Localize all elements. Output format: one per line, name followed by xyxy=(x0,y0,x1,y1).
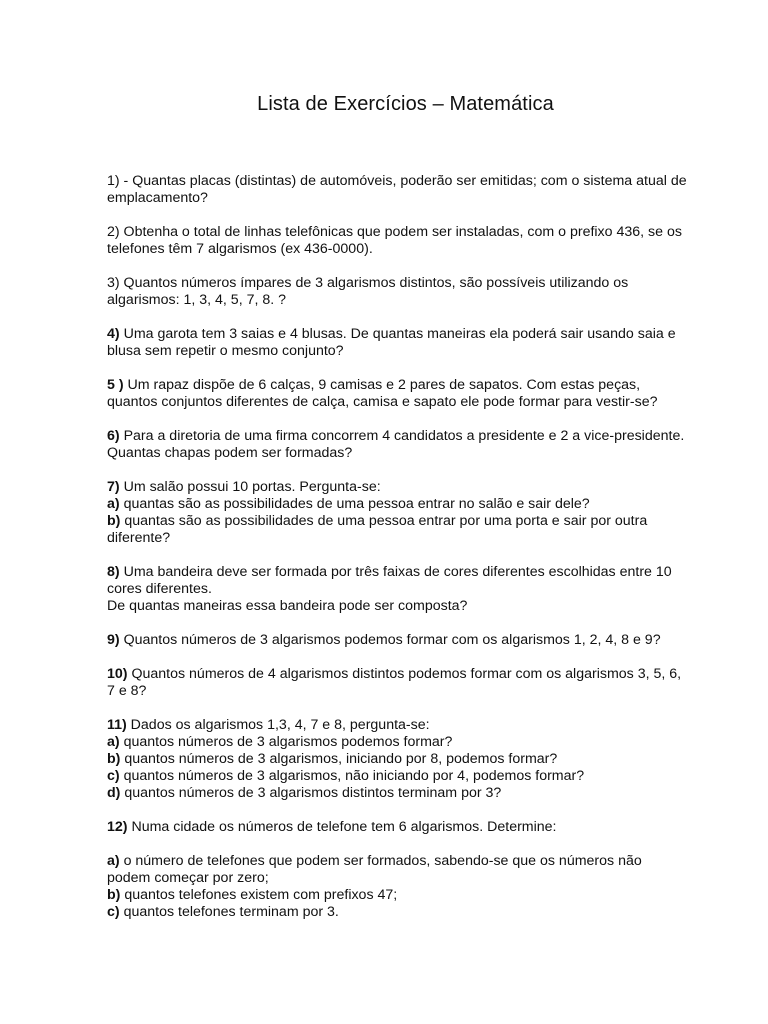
question-text: quantos telefones terminam por 3. xyxy=(119,904,339,920)
question-line xyxy=(107,428,688,462)
question-line xyxy=(107,275,688,309)
question-8 xyxy=(107,564,688,615)
question-line xyxy=(107,496,688,513)
question-text: Um rapaz dispõe de 6 calças, 9 camisas e 2 pares de sapatos. Com estas peças, quantos conjuntos diferentes de calça, camisa e sapato ele pode formar para vestir-se? xyxy=(107,377,658,410)
question-line xyxy=(107,666,688,700)
question-text: Uma garota tem 3 saias e 4 blusas. De quantas maneiras ela poderá sair usando saia e blusa sem repetir o mesmo conjunto? xyxy=(107,326,680,359)
question-line xyxy=(107,887,688,904)
question-5 xyxy=(107,377,688,411)
question-text: quantos números de 3 algarismos distintos terminam por 3? xyxy=(120,785,502,801)
item-label: c) xyxy=(107,768,120,784)
question-4 xyxy=(107,326,688,360)
question-line xyxy=(107,768,688,785)
question-line xyxy=(107,734,688,751)
question-line xyxy=(107,785,688,802)
question-line xyxy=(107,632,688,649)
question-7 xyxy=(107,479,688,547)
question-text: o número de telefones que podem ser formados, sabendo-se que os números não podem começar por zero; xyxy=(107,853,646,886)
question-line xyxy=(107,717,688,734)
question-text: quantos números de 3 algarismos, não iniciando por 4, podemos formar? xyxy=(119,768,585,784)
question-number: 11) xyxy=(107,717,127,733)
question-line xyxy=(107,224,688,258)
question-10 xyxy=(107,666,688,700)
question-text: Quantos números de 4 algarismos distintos podemos formar com os algarismos 3, 5, 6, 7 e 8? xyxy=(107,666,686,699)
question-line xyxy=(107,819,688,836)
item-label: a) xyxy=(107,734,120,750)
item-label: c) xyxy=(107,904,120,920)
spacer xyxy=(107,836,688,853)
question-line xyxy=(107,479,688,496)
question-number: 4) xyxy=(107,326,120,342)
item-label: a) xyxy=(107,496,120,512)
question-9 xyxy=(107,632,688,649)
question-number: 7) xyxy=(107,479,120,495)
item-label: b) xyxy=(107,513,121,529)
question-text: Numa cidade os números de telefone tem 6 algarismos. Determine: xyxy=(127,819,557,835)
question-line xyxy=(107,513,688,547)
question-text: Para a diretoria de uma firma concorrem 4 candidatos a presidente e 2 a vice-presidente. Quantas chapas podem ser formadas? xyxy=(107,428,689,461)
question-line xyxy=(107,173,691,207)
question-text: Uma bandeira deve ser formada por três faixas de cores diferentes escolhidas entre 10 cores diferentes. xyxy=(107,564,676,597)
question-text: quantos números de 3 algarismos podemos formar? xyxy=(119,734,453,750)
question-number: 5 ) xyxy=(107,377,124,393)
question-number: 9) xyxy=(107,632,120,648)
question-text: De quantas maneiras essa bandeira pode ser composta? xyxy=(107,598,468,614)
item-label: b) xyxy=(107,887,121,903)
item-label: d) xyxy=(107,785,121,801)
question-text: quantas são as possibilidades de uma pessoa entrar por uma porta e sair por outra diferente? xyxy=(107,513,652,546)
question-2 xyxy=(107,224,688,258)
question-text: 2) Obtenha o total de linhas telefônicas que podem ser instaladas, com o prefixo 436, se os telefones têm 7 algarismos (ex 436-0000). xyxy=(107,224,686,257)
question-text: Um salão possui 10 portas. Pergunta-se: xyxy=(119,479,381,495)
question-list xyxy=(107,173,691,921)
question-text: 3) Quantos números ímpares de 3 algarismos distintos, são possíveis utilizando os algarismos: 1, 3, 4, 5, 7, 8. ? xyxy=(107,275,633,308)
question-line xyxy=(107,377,688,411)
question-12 xyxy=(107,819,688,921)
question-text: quantos telefones existem com prefixos 47; xyxy=(120,887,398,903)
question-line xyxy=(107,564,688,598)
item-label: a) xyxy=(107,853,120,869)
item-label: b) xyxy=(107,751,121,767)
question-text: quantos números de 3 algarismos, iniciando por 8, podemos formar? xyxy=(120,751,558,767)
question-number: 6) xyxy=(107,428,120,444)
page-title: Lista de Exercícios – Matemática xyxy=(257,93,554,115)
question-line xyxy=(107,751,688,768)
question-text: 1) - Quantas placas (distintas) de automóveis, poderão ser emitidas; com o sistema atual de emplacamento? xyxy=(107,173,691,206)
question-1 xyxy=(107,173,691,207)
question-6 xyxy=(107,428,688,462)
question-3 xyxy=(107,275,688,309)
question-number: 8) xyxy=(107,564,120,580)
question-line xyxy=(107,326,688,360)
question-text: quantas são as possibilidades de uma pessoa entrar no salão e sair dele? xyxy=(119,496,590,512)
question-text: Quantos números de 3 algarismos podemos formar com os algarismos 1, 2, 4, 8 e 9? xyxy=(119,632,661,648)
question-number: 12) xyxy=(107,819,128,835)
question-11 xyxy=(107,717,688,802)
question-number: 10) xyxy=(107,666,128,682)
question-line xyxy=(107,904,688,921)
question-line xyxy=(107,598,688,615)
question-text: Dados os algarismos 1,3, 4, 7 e 8, pergunta-se: xyxy=(126,717,430,733)
question-line xyxy=(107,853,688,887)
